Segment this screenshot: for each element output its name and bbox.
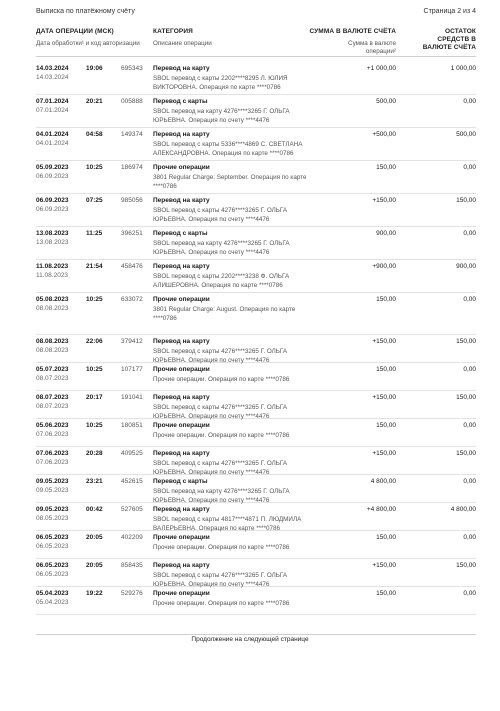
processing-date: 07.06.2023: [36, 431, 69, 438]
authorization-code: 180851: [121, 422, 143, 429]
balance-value: 0,00: [463, 164, 476, 171]
operation-description: SBOL перевод с карты 2202****3238 Ф. ОЛЬГА АЛИШЕРОВНА. Операция по карте ****0786: [153, 273, 290, 289]
operation-description: 3801 Regular Charge: August. Операция по карте ****0786: [153, 306, 296, 322]
operation-time: 20:28: [86, 450, 103, 457]
table-row: [36, 559, 476, 587]
amount-value: +150,00: [372, 338, 396, 345]
category-column-subheading: Описание операции: [153, 40, 212, 47]
authorization-code: 191041: [121, 394, 143, 401]
authorization-code: 149374: [121, 131, 143, 138]
operation-date: 09.05.2023: [36, 478, 69, 485]
authorization-code: 402209: [121, 534, 143, 541]
category-column-heading: КАТЕГОРИЯ: [153, 28, 193, 35]
balance-value: 0,00: [463, 98, 476, 105]
amount-value: +150,00: [372, 562, 396, 569]
operation-description: Прочие операции. Операция по карте ****0786: [153, 600, 290, 607]
operation-date: 06.05.2023: [36, 562, 69, 569]
operation-time: 20:17: [86, 394, 103, 401]
balance-value: 4 800,00: [450, 506, 476, 513]
operation-description: SBOL перевод на карту 4276****3265 Г. ОЛЬГА ЮРЬЕВНА. Операция по счету ****4476: [153, 488, 290, 504]
authorization-code: 107177: [121, 366, 143, 373]
operation-date: 07.06.2023: [36, 450, 69, 457]
category-label: Перевод с карты: [153, 98, 208, 105]
category-label: Прочие операции: [153, 590, 210, 597]
operation-description: SBOL перевод с карты 4276****3265 Г. ОЛЬГА ЮРЬЕВНА. Операция по счету ****4476: [153, 207, 288, 223]
page-indicator: Страница 2 из 4: [423, 8, 476, 15]
amount-value: +900,00: [372, 263, 396, 270]
category-label: Перевод на карту: [153, 65, 210, 72]
authorization-code: 379412: [121, 338, 143, 345]
amount-value: +4 800,00: [366, 506, 396, 513]
continued-note: Продолжение на следующей странице: [191, 636, 309, 643]
amount-value: 150,00: [376, 164, 396, 171]
authorization-code: 529276: [121, 590, 143, 597]
operation-description: SBOL перевод с карты 4276****3265 Г. ОЛЬГА ЮРЬЕВНА. Операция по счету ****4476: [153, 460, 288, 476]
operation-time: 22:06: [86, 338, 103, 345]
operation-date: 04.01.2024: [36, 131, 69, 138]
category-label: Перевод на карту: [153, 131, 210, 138]
operation-description: Прочие операции. Операция по карте ****0786: [153, 544, 290, 551]
operation-time: 20:05: [86, 534, 103, 541]
operation-date: 05.09.2023: [36, 164, 69, 171]
operation-description: SBOL перевод с карты 2202****8295 Л. ЮЛИЯ ВИКТОРОВНА. Операция по карте ****0786: [153, 75, 288, 91]
category-label: Перевод на карту: [153, 338, 210, 345]
category-label: Перевод на карту: [153, 506, 210, 513]
processing-date: 11.08.2023: [36, 272, 69, 279]
amount-value: 150,00: [376, 534, 396, 541]
operation-date: 07.01.2024: [36, 98, 69, 105]
table-row: [36, 447, 476, 475]
balance-value: 150,00: [456, 394, 476, 401]
date-column-subheading: Дата обработки¹ и код авторизации: [36, 40, 140, 47]
category-label: Перевод на карту: [153, 562, 210, 569]
balance-value: 150,00: [456, 197, 476, 204]
operation-description: SBOL перевод с карты 5336****4869 С. СВЕТЛАНА АЛЕКСАНДРОВНА. Операция по карте ****0786: [153, 141, 303, 157]
table-row: [36, 62, 476, 95]
operation-description: 3801 Regular Charge: September. Операция по карте ****0786: [153, 174, 307, 190]
processing-date: 06.09.2023: [36, 173, 69, 180]
processing-date: 07.01.2024: [36, 107, 69, 114]
category-label: Прочие операции: [153, 422, 210, 429]
amount-value: 150,00: [376, 590, 396, 597]
authorization-code: 633072: [121, 296, 143, 303]
category-label: Перевод на карту: [153, 450, 210, 457]
balance-value: 0,00: [463, 296, 476, 303]
processing-date: 08.05.2023: [36, 515, 69, 522]
processing-date: 06.05.2023: [36, 543, 69, 550]
processing-date: 08.07.2023: [36, 403, 69, 410]
balance-value: 0,00: [463, 230, 476, 237]
balance-value: 900,00: [456, 263, 476, 270]
operation-time: 10:25: [86, 366, 103, 373]
processing-date: 08.08.2023: [36, 305, 69, 312]
balance-value: 1 000,00: [450, 65, 476, 72]
operation-date: 06.05.2023: [36, 534, 69, 541]
authorization-code: 985056: [121, 197, 143, 204]
operation-date: 05.07.2023: [36, 366, 69, 373]
amount-column-subheading: Сумма в валюте операции²: [348, 40, 396, 55]
operation-date: 08.08.2023: [36, 338, 69, 345]
amount-value: +500,00: [372, 131, 396, 138]
operation-description: Прочие операции. Операция по карте ****0786: [153, 376, 290, 383]
operation-description: SBOL перевод с карты 4817****4871 П. ЛЮДМИЛА ВАЛЕРЬЕВНА. Операция по карте ****0786: [153, 516, 302, 532]
balance-value: 150,00: [456, 338, 476, 345]
transactions-table: [36, 62, 476, 615]
operation-description: SBOL перевод на карту 4276****3265 Г. ОЛЬГА ЮРЬЕВНА. Операция по счету ****4476: [153, 240, 290, 256]
table-row: [36, 363, 476, 391]
amount-value: 900,00: [376, 230, 396, 237]
document-title: Выписка по платёжному счёту: [36, 8, 135, 15]
category-label: Прочие операции: [153, 296, 210, 303]
operation-date: 05.04.2023: [36, 590, 69, 597]
amount-value: 500,00: [376, 98, 396, 105]
category-label: Перевод с карты: [153, 230, 208, 237]
amount-value: 150,00: [376, 422, 396, 429]
operation-time: 19:06: [86, 65, 103, 72]
balance-value: 150,00: [456, 562, 476, 569]
balance-value: 500,00: [456, 131, 476, 138]
processing-date: 13.08.2023: [36, 239, 69, 246]
processing-date: 08.08.2023: [36, 347, 69, 354]
operation-date: 08.07.2023: [36, 394, 69, 401]
table-row: [36, 161, 476, 194]
operation-time: 04:58: [86, 131, 103, 138]
table-row: [36, 227, 476, 260]
balance-value: 0,00: [463, 590, 476, 597]
table-row: [36, 293, 476, 335]
amount-value: 4 800,00: [370, 478, 396, 485]
category-label: Прочие операции: [153, 534, 210, 541]
amount-column-heading: СУММА В ВАЛЮТЕ СЧЁТА: [309, 28, 396, 35]
table-row: [36, 391, 476, 419]
processing-date: 08.07.2023: [36, 375, 69, 382]
authorization-code: 409525: [121, 450, 143, 457]
operation-time: 20:05: [86, 562, 103, 569]
category-label: Перевод на карту: [153, 394, 210, 401]
operation-description: SBOL перевод на карту 4276****3265 Г. ОЛЬГА ЮРЬЕВНА. Операция по счету ****4476: [153, 108, 290, 124]
operation-date: 13.08.2023: [36, 230, 69, 237]
footer-divider: [36, 634, 476, 635]
operation-date: 05.06.2023: [36, 422, 69, 429]
authorization-code: 186974: [121, 164, 143, 171]
processing-date: 04.01.2024: [36, 140, 69, 147]
category-label: Перевод с карты: [153, 478, 208, 485]
operation-time: 11:25: [86, 230, 103, 237]
processing-date: 06.09.2023: [36, 206, 69, 213]
date-column-heading: ДАТА ОПЕРАЦИИ (МСК): [36, 28, 114, 35]
operation-time: 10:25: [86, 422, 103, 429]
table-row: [36, 128, 476, 161]
authorization-code: 458476: [121, 263, 143, 270]
table-row: [36, 419, 476, 447]
table-row: [36, 531, 476, 559]
authorization-code: 005888: [121, 98, 143, 105]
table-row: [36, 335, 476, 363]
operation-time: 23:21: [86, 478, 103, 485]
balance-value: 0,00: [463, 366, 476, 373]
operation-time: 10:25: [86, 296, 103, 303]
table-row: [36, 95, 476, 128]
authorization-code: 858435: [121, 562, 143, 569]
operation-time: 10:25: [86, 164, 103, 171]
balance-value: 0,00: [463, 534, 476, 541]
table-row: [36, 260, 476, 293]
processing-date: 14.03.2024: [36, 74, 69, 81]
operation-date: 09.05.2023: [36, 506, 69, 513]
authorization-code: 452615: [121, 478, 143, 485]
operation-time: 20:21: [86, 98, 103, 105]
category-label: Прочие операции: [153, 164, 210, 171]
operation-time: 19:22: [86, 590, 103, 597]
processing-date: 09.05.2023: [36, 487, 69, 494]
amount-value: +150,00: [372, 450, 396, 457]
category-label: Прочие операции: [153, 366, 210, 373]
amount-value: +1 000,00: [366, 65, 396, 72]
operation-description: SBOL перевод с карты 4276****3265 Г. ОЛЬГА ЮРЬЕВНА. Операция по счету ****4476: [153, 572, 288, 588]
balance-value: 0,00: [463, 478, 476, 485]
amount-value: 150,00: [376, 366, 396, 373]
category-label: Перевод на карту: [153, 263, 210, 270]
authorization-code: 695343: [121, 65, 143, 72]
balance-column-heading: ОСТАТОК СРЕДСТВ В ВАЛЮТЕ СЧЁТА: [422, 28, 476, 51]
balance-value: 150,00: [456, 450, 476, 457]
operation-date: 06.09.2023: [36, 197, 69, 204]
table-row: [36, 475, 476, 503]
processing-date: 07.06.2023: [36, 459, 69, 466]
operation-date: 14.03.2024: [36, 65, 69, 72]
top-bar: [36, 8, 476, 15]
operation-date: 11.08.2023: [36, 263, 69, 270]
table-row: [36, 587, 476, 615]
authorization-code: 527605: [121, 506, 143, 513]
table-row: [36, 503, 476, 531]
operation-description: SBOL перевод с карты 4276****3265 Г. ОЛЬГА ЮРЬЕВНА. Операция по счету ****4476: [153, 348, 288, 364]
category-label: Перевод на карту: [153, 197, 210, 204]
processing-date: 06.05.2023: [36, 571, 69, 578]
processing-date: 05.04.2023: [36, 599, 69, 606]
table-header: [36, 26, 476, 57]
amount-value: +150,00: [372, 197, 396, 204]
operation-description: SBOL перевод с карты 4276****3265 Г. ОЛЬГА ЮРЬЕВНА. Операция по счету ****4476: [153, 404, 288, 420]
amount-value: +150,00: [372, 394, 396, 401]
operation-time: 21:54: [86, 263, 103, 270]
amount-value: 150,00: [376, 296, 396, 303]
balance-value: 0,00: [463, 422, 476, 429]
operation-time: 00:42: [86, 506, 103, 513]
authorization-code: 396251: [121, 230, 143, 237]
operation-time: 07:25: [86, 197, 103, 204]
operation-description: Прочие операции. Операция по карте ****0786: [153, 432, 290, 439]
operation-date: 05.08.2023: [36, 296, 69, 303]
table-row: [36, 194, 476, 227]
